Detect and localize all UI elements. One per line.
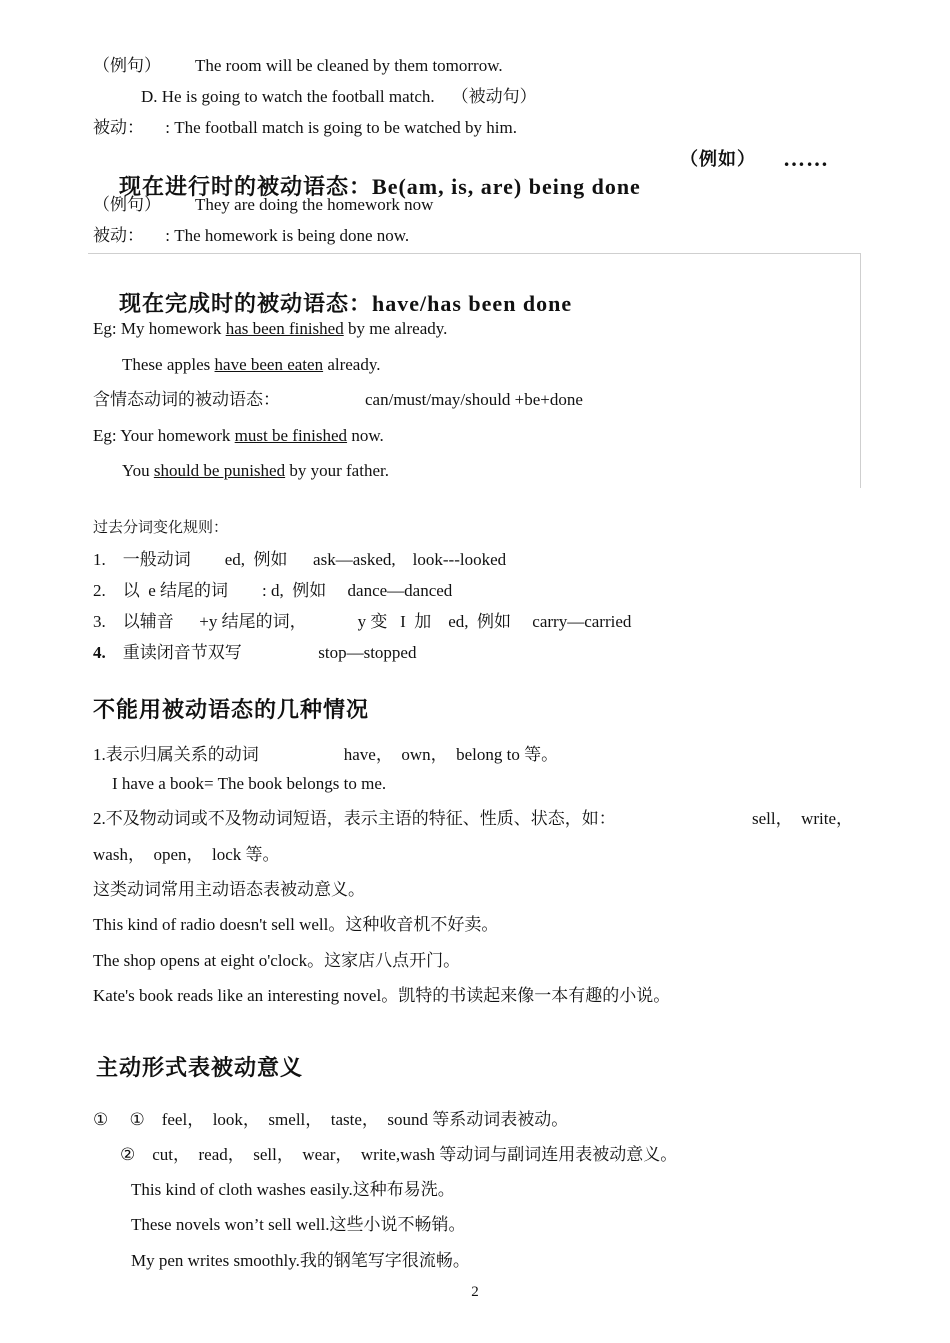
case-example-1: This kind of radio doesn't sell well。这种收音机不好卖。 (93, 915, 499, 934)
page-number: 2 (471, 1284, 479, 1300)
example-line-3 (93, 426, 384, 446)
active-form-1: ① ① feel， look， smell， taste， sound 等系动词表被动。 (93, 1110, 569, 1129)
heading-no-passive-cases: 不能用被动语态的几种情况 (93, 697, 370, 722)
active-form-example-2: These novels won’t sell well.这些小说不畅销。 (131, 1215, 466, 1234)
case-2: 2.不及物动词或不及物动词短语，表示主语的特征、性质、状态，如： (93, 809, 616, 828)
text: You (122, 461, 154, 480)
underlined-phrase: must be finished (234, 426, 348, 445)
text: already. (323, 355, 381, 374)
passive-sentence-2: 被动： : The homework is being done now. (93, 226, 410, 245)
heading-formula: have/has been done (372, 291, 573, 316)
case-example-2: The shop opens at eight o'clock。这家店八点开门。 (93, 951, 461, 970)
text: Eg: Your homework (93, 426, 235, 445)
passive-sentence: 被动： : The football match is going to be watched by him. (93, 118, 517, 137)
underlined-phrase: have been eaten (214, 355, 324, 374)
rule-3: 3. 以辅音 +y 结尾的词， y 变 I 加 ed, 例如 carry—carried (93, 612, 632, 631)
rule-number: 4. (93, 643, 106, 662)
heading-example-label: （例如） (680, 149, 756, 169)
rules-title: 过去分词变化规则： (93, 520, 229, 536)
text: by your father. (285, 461, 389, 480)
underlined-phrase: has been finished (225, 319, 344, 338)
option-d-sentence: D. He is going to watch the football match. （被动句） (141, 87, 537, 106)
active-form-example-3: My pen writes smoothly.我的钢笔写字很流畅。 (131, 1251, 470, 1270)
case-1: 1.表示归属关系的动词 have， own， belong to 等。 (93, 745, 559, 764)
active-form-2: ② cut， read， sell， wear， write,wash 等动词与副词连用表被动意义。 (120, 1145, 678, 1164)
rule-1: 1. 一般动词 ed, 例如 ask—asked, look---looked (93, 550, 507, 569)
heading-text: 现在进行时的被动语态： (119, 174, 373, 199)
text: Eg: My homework (93, 319, 226, 338)
heading-text: 现在完成时的被动语态： (119, 291, 373, 316)
example-line-1 (93, 319, 447, 339)
text: 重读闭音节双写 stop—stopped (105, 643, 417, 662)
text: now. (347, 426, 384, 445)
active-form-example-1: This kind of cloth washes easily.这种布易洗。 (131, 1180, 455, 1199)
text: by me already. (343, 319, 448, 338)
example-line-4 (122, 461, 389, 481)
heading-active-form-passive-meaning: 主动形式表被动意义 (96, 1055, 304, 1080)
case-1-example: I have a book= The book belongs to me. (112, 774, 387, 793)
example-active-sentence-2: （例句） They are doing the homework now (93, 195, 434, 214)
heading-ellipsis: …… (783, 146, 829, 171)
example-active-sentence: （例句） The room will be cleaned by them tomorrow. (93, 56, 503, 75)
text: These apples (122, 355, 215, 374)
case-2-verbs: sell， write， (752, 809, 854, 828)
case-2-verbs-cont: wash， open， lock 等。 (93, 845, 280, 864)
example-line-2 (122, 355, 381, 375)
heading-present-continuous-passive (93, 145, 641, 229)
heading-formula: Be(am, is, are) being done (372, 174, 641, 199)
underlined-phrase: should be punished (153, 461, 286, 480)
rule-4 (93, 643, 416, 663)
modal-passive-rule: 含情态动词的被动语态： can/must/may/should +be+done (93, 390, 583, 409)
case-example-3: Kate's book reads like an interesting novel。凯特的书读起来像一本有趣的小说。 (93, 986, 671, 1005)
rule-2: 2. 以 e 结尾的词 : d, 例如 dance—danced (93, 581, 453, 600)
case-2-note: 这类动词常用主动语态表被动意义。 (93, 880, 365, 899)
